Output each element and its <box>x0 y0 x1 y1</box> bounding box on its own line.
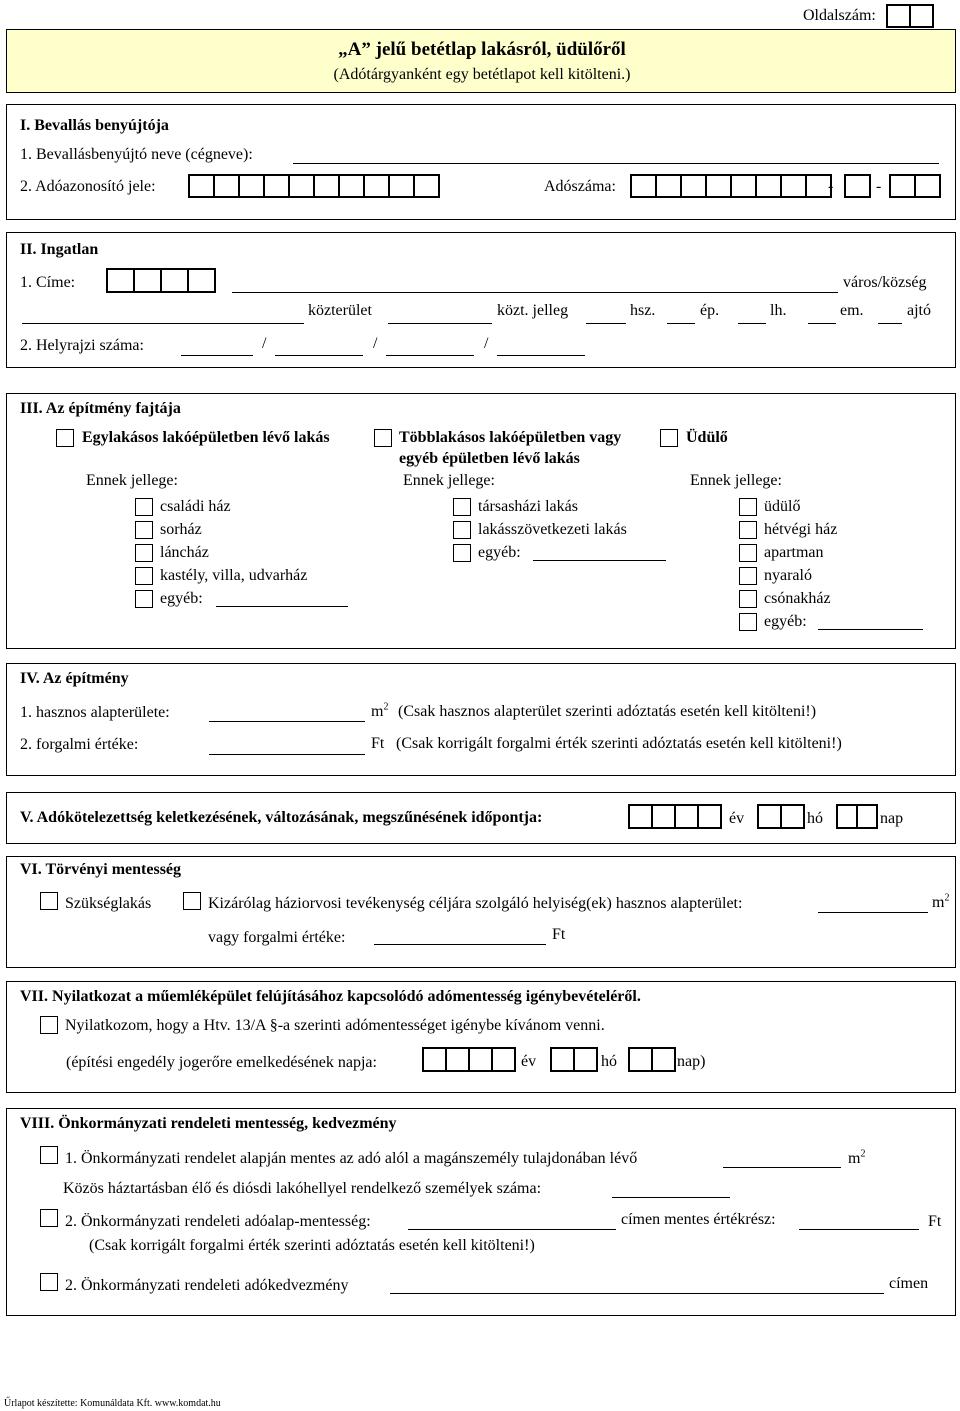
building-nature-checkbox[interactable] <box>739 544 757 562</box>
month-label: hó <box>807 810 823 827</box>
area-note: (Csak hasznos alapterület szerinti adóztatás esetén kell kitölteni!) <box>398 703 817 720</box>
section-title: I. Bevallás benyújtója <box>20 117 169 134</box>
day-digit-cell[interactable] <box>836 804 858 829</box>
form-title: „A” jelű betétlap lakásról, üdülőről <box>338 39 626 60</box>
building-nature-checkbox[interactable] <box>453 521 471 539</box>
exempt-value-field[interactable] <box>799 1229 919 1230</box>
tax-number-dash: - <box>828 178 834 195</box>
year-digit-cell[interactable] <box>628 804 653 829</box>
parcel-slash: / <box>373 335 378 352</box>
month-digit-cell[interactable] <box>780 804 805 829</box>
street-field[interactable] <box>22 323 304 324</box>
year-digit-cell[interactable] <box>468 1047 493 1072</box>
year-digit-cell[interactable] <box>674 804 699 829</box>
tax-id-digit-cell[interactable] <box>213 174 240 198</box>
building-nature-checkbox[interactable] <box>135 544 153 562</box>
multi-dwelling-checkbox[interactable] <box>374 429 392 447</box>
market-value-unit: Ft <box>371 735 385 752</box>
tax-number-digit-cell[interactable] <box>630 174 657 198</box>
gp-area-unit: $m^2$ <box>932 892 950 911</box>
form-header <box>6 29 956 93</box>
tax-id-digit-cell[interactable] <box>188 174 215 198</box>
tax-id-digit-cell[interactable] <box>338 174 365 198</box>
local-exemption-checkbox[interactable] <box>40 1146 58 1164</box>
tax-number-digit-cell[interactable] <box>755 174 782 198</box>
holiday-home-label: Üdülő <box>686 429 728 446</box>
zip-code-digit-cell[interactable] <box>133 268 162 293</box>
gp-value-field[interactable] <box>374 944 546 945</box>
parcel-slash: / <box>484 335 489 352</box>
exempt-value-label: címen mentes értékrész: <box>621 1211 776 1228</box>
tax-id-digit-cell[interactable] <box>413 174 440 198</box>
tax-id-digit-cell[interactable] <box>288 174 315 198</box>
emergency-housing-label: Szükséglakás <box>65 895 152 912</box>
section-title: II. Ingatlan <box>20 241 99 258</box>
building-nature-checkbox[interactable] <box>739 567 757 585</box>
local-exemption-label: 1. Önkormányzati rendelet alapján mentes az adó alól a magánszemély tulajdonában lévő <box>65 1150 638 1167</box>
building-nature-option-label: üdülő <box>764 498 801 515</box>
tax-discount-label: 2. Önkormányzati rendeleti adókedvezmény <box>65 1277 349 1294</box>
submitter-name-field[interactable] <box>293 163 939 164</box>
month-digit-cell[interactable] <box>550 1047 575 1072</box>
day-digit-cell[interactable] <box>651 1047 676 1072</box>
parcel-slash: / <box>262 335 267 352</box>
building-nature-option-label: családi ház <box>160 498 231 515</box>
tax-id-digit-cell[interactable] <box>388 174 415 198</box>
building-nature-option-label: egyéb: <box>478 544 521 561</box>
address-label: 1. Címe: <box>20 274 76 291</box>
tax-id-digit-cell[interactable] <box>238 174 265 198</box>
household-members-label: Közös háztartásban élő és diósdi lakóhellyel rendelkező személyek száma: <box>63 1180 542 1197</box>
tax-number-digit-cell[interactable] <box>780 174 807 198</box>
tax-discount-checkbox[interactable] <box>40 1273 58 1291</box>
month-digit-cell[interactable] <box>573 1047 598 1072</box>
single-dwelling-label: Egylakásos lakóépületben lévő lakás <box>82 429 330 446</box>
building-nature-option-label: kastély, villa, udvarház <box>160 567 308 584</box>
single-dwelling-checkbox[interactable] <box>56 429 74 447</box>
zip-code-digit-cell[interactable] <box>187 268 216 293</box>
gp-value-label: vagy forgalmi értéke: <box>208 929 346 946</box>
tax-number-digit-cell[interactable] <box>889 174 916 198</box>
area-unit: $m^2$ <box>371 701 389 720</box>
area-field[interactable] <box>209 721 365 722</box>
street-type-field[interactable] <box>388 323 492 324</box>
permit-date-label: (építési engedély jogerőre emelkedésének napja: <box>66 1054 377 1071</box>
holiday-home-checkbox[interactable] <box>660 429 678 447</box>
section-title: III. Az építmény fajtája <box>20 400 181 417</box>
month-label: hó <box>601 1053 617 1070</box>
tax-number-digit-cell[interactable] <box>680 174 707 198</box>
building-nature-checkbox[interactable] <box>453 498 471 516</box>
building-nature-option-label: láncház <box>160 544 209 561</box>
tax-number-digit-cell[interactable] <box>705 174 732 198</box>
section-property <box>6 232 956 368</box>
nature-label: Ennek jellege: <box>690 472 782 489</box>
building-nature-checkbox[interactable] <box>135 590 153 608</box>
building-nature-option-label: egyéb: <box>160 590 203 607</box>
exempt-value-unit: Ft <box>928 1213 942 1230</box>
staircase-label: lh. <box>770 302 787 319</box>
month-digit-cell[interactable] <box>757 804 782 829</box>
year-digit-cell[interactable] <box>422 1047 447 1072</box>
tax-base-exemption-label: 2. Önkormányzati rendeleti adóalap-mentesség: <box>65 1213 371 1230</box>
tax-number-digit-cell[interactable] <box>844 174 871 198</box>
other-nature-field[interactable] <box>818 629 923 630</box>
year-digit-cell[interactable] <box>491 1047 516 1072</box>
market-value-field[interactable] <box>209 754 365 755</box>
building-nature-checkbox[interactable] <box>739 590 757 608</box>
gp-premises-label: Kizárólag háziorvosi tevékenység céljára szolgáló helyiség(ek) hasznos alapterület: <box>208 895 743 912</box>
staircase-field[interactable] <box>738 323 766 324</box>
tax-base-exemption-title-field[interactable] <box>408 1229 616 1230</box>
tax-id-digit-cell[interactable] <box>313 174 340 198</box>
building-nature-checkbox[interactable] <box>739 498 757 516</box>
gp-premises-checkbox[interactable] <box>183 892 201 910</box>
tax-id-label: 2. Adóazonosító jele: <box>20 178 156 195</box>
year-digit-cell[interactable] <box>651 804 676 829</box>
area-label: 1. hasznos alapterülete: <box>20 704 170 721</box>
building-nature-option-label: egyéb: <box>764 613 807 630</box>
section-title: VI. Törvényi mentesség <box>20 861 182 878</box>
nature-label: Ennek jellege: <box>86 472 178 489</box>
year-label: év <box>729 810 745 827</box>
page-number-cell[interactable] <box>909 4 934 28</box>
section-title: IV. Az építmény <box>20 670 129 687</box>
household-members-field[interactable] <box>612 1197 730 1198</box>
local-exemption-area-field[interactable] <box>723 1167 841 1168</box>
door-field[interactable] <box>878 323 902 324</box>
building-nature-option-label: apartman <box>764 544 824 561</box>
other-nature-field[interactable] <box>216 606 348 607</box>
submitter-name-label: 1. Bevallásbenyújtó neve (cégneve): <box>20 146 253 163</box>
tax-base-exemption-checkbox[interactable] <box>40 1209 58 1227</box>
building-nature-option-label: nyaraló <box>764 567 812 584</box>
building-label: ép. <box>700 302 720 319</box>
parcel-field[interactable] <box>386 355 474 356</box>
day-digit-cell[interactable] <box>628 1047 653 1072</box>
tax-discount-title-field[interactable] <box>390 1293 884 1294</box>
city-field[interactable] <box>232 292 838 293</box>
building-nature-option-label: lakásszövetkezeti lakás <box>478 521 627 538</box>
tax-number-digit-cell[interactable] <box>914 174 941 198</box>
building-nature-checkbox[interactable] <box>135 567 153 585</box>
gp-value-unit: Ft <box>552 926 566 943</box>
year-digit-cell[interactable] <box>697 804 722 829</box>
tax-number-digit-cell[interactable] <box>730 174 757 198</box>
building-nature-checkbox[interactable] <box>135 521 153 539</box>
building-nature-option-label: társasházi lakás <box>478 498 578 515</box>
street-type-label: közt. jelleg <box>497 302 569 319</box>
multi-dwelling-label-2: egyéb épületben lévő lakás <box>399 450 580 467</box>
page-number-cell[interactable] <box>886 4 911 28</box>
tax-number-digit-cell[interactable] <box>655 174 682 198</box>
parcel-label: 2. Helyrajzi száma: <box>20 337 144 354</box>
form-subtitle: (Adótárgyanként egy betétlapot kell kitölteni.) <box>333 66 631 83</box>
market-value-note: (Csak korrigált forgalmi érték szerinti adóztatás esetén kell kitölteni!) <box>396 735 842 752</box>
building-nature-option-label: sorház <box>160 521 202 538</box>
parcel-field[interactable] <box>181 355 253 356</box>
building-nature-checkbox[interactable] <box>739 521 757 539</box>
building-nature-option-label: csónakház <box>764 590 831 607</box>
building-field[interactable] <box>667 323 695 324</box>
other-nature-field[interactable] <box>533 560 666 561</box>
day-digit-cell[interactable] <box>856 804 878 829</box>
floor-field[interactable] <box>808 323 836 324</box>
section-title: VII. Nyilatkozat a műemléképület felújításához kapcsolódó adómentesség igénybevételéről. <box>20 988 641 1005</box>
year-digit-cell[interactable] <box>445 1047 470 1072</box>
market-value-label: 2. forgalmi értéke: <box>20 736 139 753</box>
building-nature-checkbox[interactable] <box>453 544 471 562</box>
tax-base-exemption-note: (Csak korrigált forgalmi érték szerinti adóztatás esetén kell kitölteni!) <box>89 1237 535 1254</box>
form-footer: Űrlapot készítette: Komunáldata Kft. www.komdat.hu <box>4 1398 221 1409</box>
city-label: város/község <box>843 274 927 291</box>
tax-number-dash: - <box>876 178 882 195</box>
gp-area-field[interactable] <box>818 912 928 913</box>
parcel-field[interactable] <box>275 355 363 356</box>
parcel-field[interactable] <box>497 355 585 356</box>
building-nature-option-label: hétvégi ház <box>764 521 838 538</box>
section-title: VIII. Önkormányzati rendeleti mentesség, kedvezmény <box>20 1115 397 1132</box>
door-label: ajtó <box>907 302 931 319</box>
tax-discount-end-label: címen <box>889 1275 929 1292</box>
nature-label: Ennek jellege: <box>403 472 495 489</box>
house-number-label: hsz. <box>630 302 656 319</box>
page-number-label: Oldalszám: <box>803 7 876 24</box>
year-label: év <box>521 1053 537 1070</box>
tax-id-digit-cell[interactable] <box>263 174 290 198</box>
zip-code-digit-cell[interactable] <box>160 268 189 293</box>
monument-declaration-label: Nyilatkozom, hogy a Htv. 13/A §-a szerinti adómentességet igénybe kívánom venni. <box>65 1017 605 1034</box>
section-title: V. Adókötelezettség keletkezésének, változásának, megszűnésének időpontja: <box>20 809 543 826</box>
street-label: közterület <box>308 302 372 319</box>
local-exemption-unit: $m^2$ <box>848 1148 866 1167</box>
zip-code-digit-cell[interactable] <box>106 268 135 293</box>
tax-number-label: Adószáma: <box>544 178 616 195</box>
emergency-housing-checkbox[interactable] <box>40 892 58 910</box>
multi-dwelling-label: Többlakásos lakóépületben vagy <box>399 429 622 446</box>
day-label: nap <box>880 810 904 827</box>
building-nature-checkbox[interactable] <box>739 613 757 631</box>
day-label: nap) <box>677 1053 706 1070</box>
building-nature-checkbox[interactable] <box>135 498 153 516</box>
tax-id-digit-cell[interactable] <box>363 174 390 198</box>
monument-declaration-checkbox[interactable] <box>40 1016 58 1034</box>
house-number-field[interactable] <box>586 323 626 324</box>
floor-label: em. <box>840 302 864 319</box>
